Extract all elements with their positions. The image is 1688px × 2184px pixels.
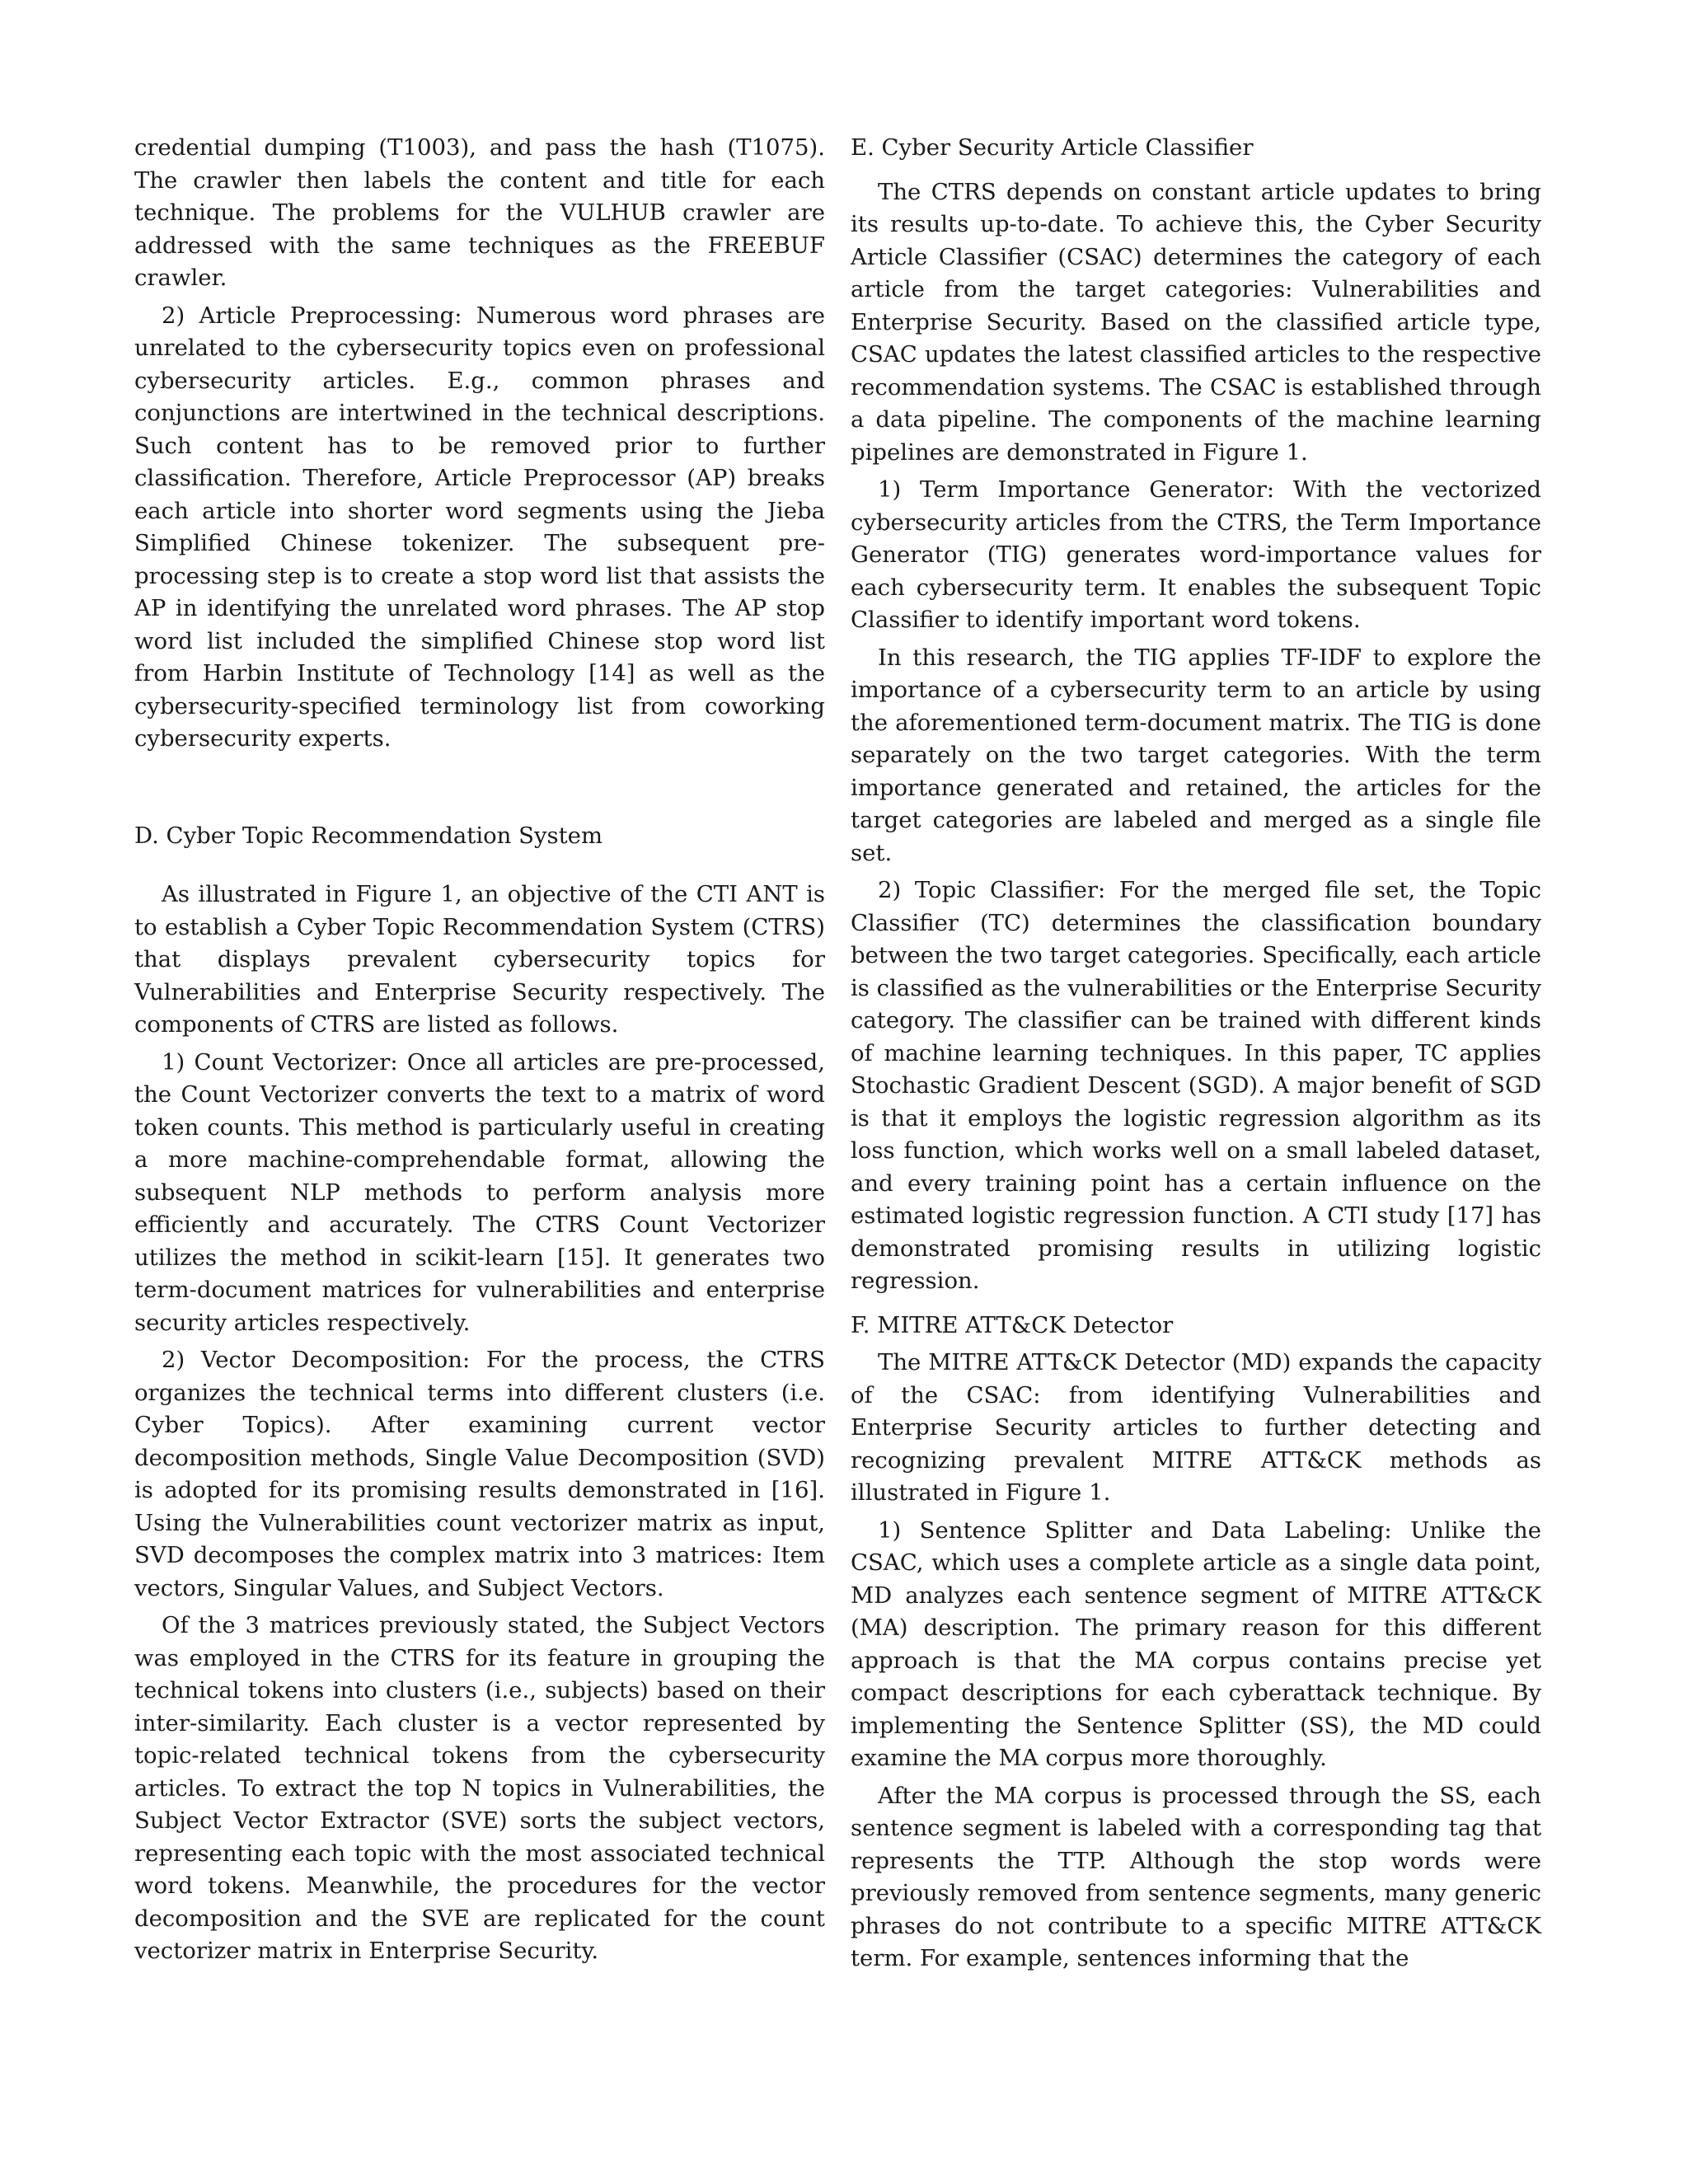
paragraph-crawler-continuation: credential dumping (T1003), and pass the hash (T1075). The crawler then labels the content and title for each technique. The problems for the VULHUB crawler are addressed with the same techniques as the FREEBUF crawler. xyxy=(134,134,825,291)
paragraph-ma-corpus-labeling: After the MA corpus is processed through the SS, each sentence segment is labeled with a corresponding tag that represents the TTP. Although the stop words were previously removed from sentence segments, many generic phrases do not contribute to a specific MITRE ATT&CK term. For example, sentences informing that the xyxy=(851,1782,1541,1971)
section-heading-f: F. MITRE ATT&CK Detector xyxy=(851,1311,1174,1338)
paragraph-ctrs-intro: As illustrated in Figure 1, an objective of the CTI ANT is to establish a Cyber Topic Recommendation System (CTRS) that displays prevalent cybersecurity topics for Vulnerabilities and Enterprise Security respectively. The components of CTRS are listed as follows. xyxy=(134,881,825,1038)
left-column xyxy=(134,132,825,1968)
paragraph-subject-vectors: Of the 3 matrices previously stated, the Subject Vectors was employed in the CTRS for its feature in grouping the technical tokens into clusters (i.e., subjects) based on their inter-similarity. Each cluster is a vector represented by topic-related technical tokens from the cybersecurity articles. To extract the top N topics in Vulnerabilities, the Subject Vector Extractor (SVE) sorts the subject vectors, representing each topic with the most associated technical word tokens. Meanwhile, the procedures for the vector decomposition and the SVE are replicated for the count vectorizer matrix in Enterprise Security. xyxy=(134,1612,825,1964)
section-heading-e: E. Cyber Security Article Classifier xyxy=(851,134,1254,161)
section-heading-d: D. Cyber Topic Recommendation System xyxy=(134,822,603,849)
right-column xyxy=(851,132,1541,1975)
paragraph-count-vectorizer: 1) Count Vectorizer: Once all articles are pre-processed, the Count Vectorizer converts the text to a matrix of word token counts. This method is particularly useful in creating a more machine-comprehendable format, allowing the subsequent NLP methods to perform analysis more efficiently and accurately. The CTRS Count Vectorizer utilizes the method in scikit-learn [15]. It generates two term-document matrices for vulnerabilities and enterprise security articles respectively. xyxy=(134,1048,825,1336)
paragraph-sentence-splitter: 1) Sentence Splitter and Data Labeling: Unlike the CSAC, which uses a complete article as a single data point, MD analyzes each sentence segment of MITRE ATT&CK (MA) description. The primary reason for this different approach is that the MA corpus contains precise yet compact descriptions for each cyberattack technique. By implementing the Sentence Splitter (SS), the MD could examine the MA corpus more thoroughly. xyxy=(851,1516,1541,1771)
paragraph-article-preprocessing: 2) Article Preprocessing: Numerous word phrases are unrelated to the cybersecurity topics even on professional cybersecurity articles. E.g., common phrases and conjunctions are intertwined in the technical descriptions. Such content has to be removed prior to further classification. Therefore, Article Preprocessor (AP) breaks each article into shorter word segments using the Jieba Simplified Chinese tokenizer. The subsequent pre-processing step is to create a stop word list that assists the AP in identifying the unrelated word phrases. The AP stop word list included the simplified Chinese stop word list from Harbin Institute of Technology [14] as well as the cybersecurity-specified terminology list from coworking cybersecurity experts. xyxy=(134,302,825,752)
paragraph-tfidf: In this research, the TIG applies TF-IDF to explore the importance of a cybersecurity term to an article by using the aforementioned term-document matrix. The TIG is done separately on the two target categories. With the term importance generated and retained, the articles for the target categories are labeled and merged as a single file set. xyxy=(851,644,1541,866)
paragraph-vector-decomposition: 2) Vector Decomposition: For the process, the CTRS organizes the technical terms into different clusters (i.e. Cyber Topics). After examining current vector decomposition methods, Single Value Decomposition (SVD) is adopted for its promising results demonstrated in [16]. Using the Vulnerabilities count vectorizer matrix as input, SVD decomposes the complex matrix into 3 matrices: Item vectors, Singular Values, and Subject Vectors. xyxy=(134,1347,825,1601)
paragraph-csac-intro: The CTRS depends on constant article updates to bring its results up-to-date. To achieve this, the Cyber Security Article Classifier (CSAC) determines the category of each article from the target categories: Vulnerabilities and Enterprise Security. Based on the classified article type, CSAC updates the latest classified articles to the respective recommendation systems. The CSAC is established through a data pipeline. The components of the machine learning pipelines are demonstrated in Figure 1. xyxy=(851,178,1541,466)
paragraph-md-intro: The MITRE ATT&CK Detector (MD) expands the capacity of the CSAC: from identifying Vulnerabilities and Enterprise Security articles to further detecting and recognizing prevalent MITRE ATT&CK methods as illustrated in Figure 1. xyxy=(851,1349,1541,1506)
paragraph-term-importance-generator: 1) Term Importance Generator: With the vectorized cybersecurity articles from the CTRS, the Term Importance Generator (TIG) generates word-importance values for each cybersecurity term. It enables the subsequent Topic Classifier to identify important word tokens. xyxy=(851,476,1541,633)
paragraph-topic-classifier: 2) Topic Classifier: For the merged file set, the Topic Classifier (TC) determines the classification boundary between the two target categories. Specifically, each article is classified as the vulnerabilities or the Enterprise Security category. The classifier can be trained with different kinds of machine learning techniques. In this paper, TC applies Stochastic Gradient Descent (SGD). A major benefit of SGD is that it employs the logistic regression algorithm as its loss function, which works well on a small labeled dataset, and every training point has a certain influence on the estimated logistic regression function. A CTI study [17] has demonstrated promising results in utilizing logistic regression. xyxy=(851,877,1541,1294)
